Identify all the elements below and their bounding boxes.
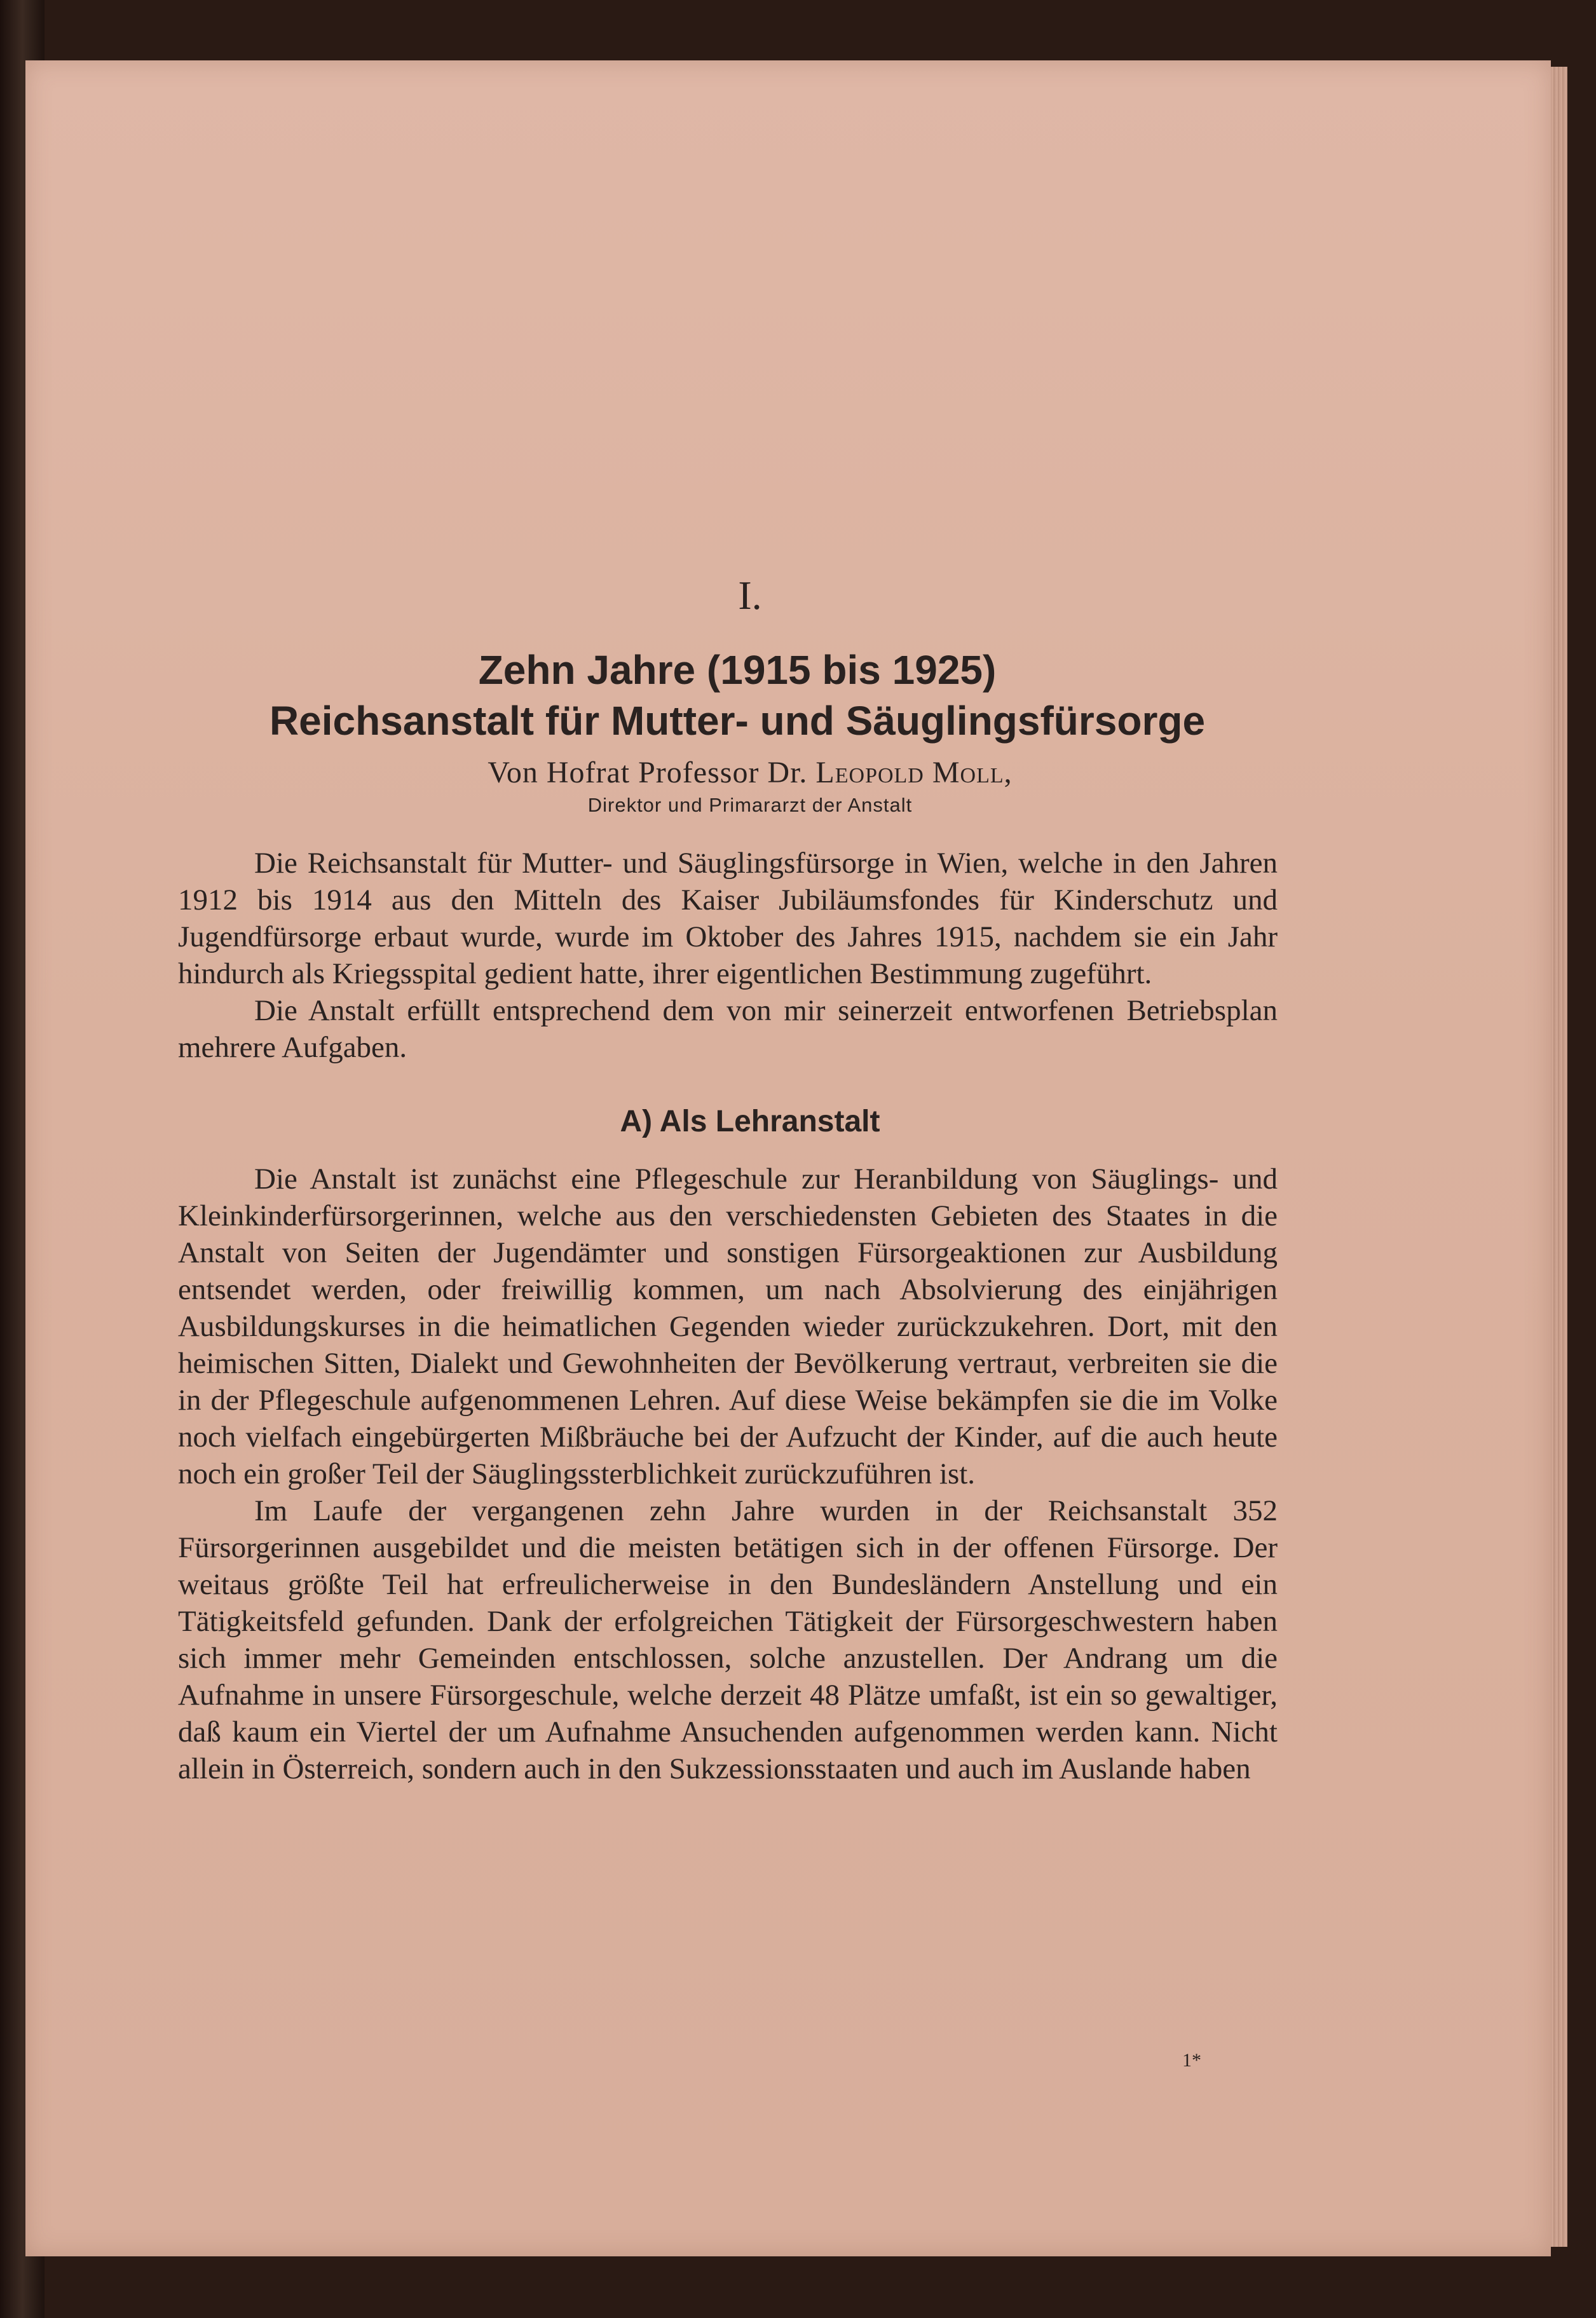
- section-paragraph-1: Die Anstalt ist zunächst eine Pflegeschule zur Heranbildung von Säuglings- und Kleinkinderfürsorgerinnen, welche aus den verschiedensten Gebieten des Staates in die Anstalt von Seiten der Jugendämter und sonstigen Fürsorgeaktionen zur Ausbildung entsendet werden, oder freiwillig kommen, um nach Absolvierung des einjährigen Ausbildungskurses in die heimatlichen Gegenden wieder zurückzukehren. Dort, mit den heimischen Sitten, Dialekt und Gewohnheiten der Bevölkerung vertraut, verbreiten sie die in der Pflegeschule aufgenommenen Lehren. Auf diese Weise bekämpfen sie die im Volke noch vielfach eingebürgerten Mißbräuche bei der Aufzucht der Kinder, auf die auch heute noch ein großer Teil der Säuglingssterblichkeit zurückzuführen ist.: [178, 1162, 1278, 1490]
- section-heading: A) Als Lehranstalt: [620, 1105, 880, 1138]
- intro-paragraph-1: Die Reichsanstalt für Mutter- und Säuglingsfürsorge in Wien, welche in den Jahren 1912 bis 1914 aus den Mitteln des Kaiser Jubiläumsfondes für Kinderschutz und Jugendfürsorge erbaut wurde, wurde im Oktober des Jahres 1915, nachdem sie ein Jahr hindurch als Kriegsspital gedient hatte, ihrer eigentlichen Bestimmung zugeführt.: [178, 847, 1278, 990]
- title-line-1: Zehn Jahre (1915 bis 1925): [478, 647, 997, 693]
- page-folio: 1*: [1182, 2050, 1201, 2071]
- byline-prefix: Von Hofrat Professor Dr.: [488, 756, 808, 789]
- page-text-block: [178, 572, 1278, 1787]
- author-name: Leopold Moll,: [815, 756, 1013, 789]
- intro-paragraph-2: Die Anstalt erfüllt entsprechend dem von mir seinerzeit entworfenen Betriebsplan mehrere Aufgaben.: [178, 994, 1278, 1064]
- byline: [178, 755, 1278, 790]
- title-line-2: Reichsanstalt für Mutter- und Säuglingsfürsorge: [269, 698, 1206, 744]
- author-affiliation: Direktor und Primararzt der Anstalt: [587, 794, 913, 816]
- page-edges: [1551, 67, 1567, 2247]
- section-paragraph-2: Im Laufe der vergangenen zehn Jahre wurden in der Reichsanstalt 352 Fürsorgerinnen ausgebildet und die meisten betätigen sich in der offenen Fürsorge. Der weitaus größte Teil hat erfreulicherweise in den Bundesländern Anstellung und ein Tätigkeitsfeld gefunden. Dank der erfolgreichen Tätigkeit der Fürsorgeschwestern haben sich immer mehr Gemeinden entschlossen, solche anzustellen. Der Andrang um die Aufnahme in unsere Fürsorgeschule, welche derzeit 48 Plätze umfaßt, ist ein so gewaltiger, daß kaum ein Viertel der um Aufnahme Ansuchenden aufgenommen werden kann. Nicht allein in Österreich, sondern auch in den Sukzessionsstaaten und auch im Auslande haben: [178, 1494, 1278, 1785]
- chapter-number: I.: [738, 573, 762, 618]
